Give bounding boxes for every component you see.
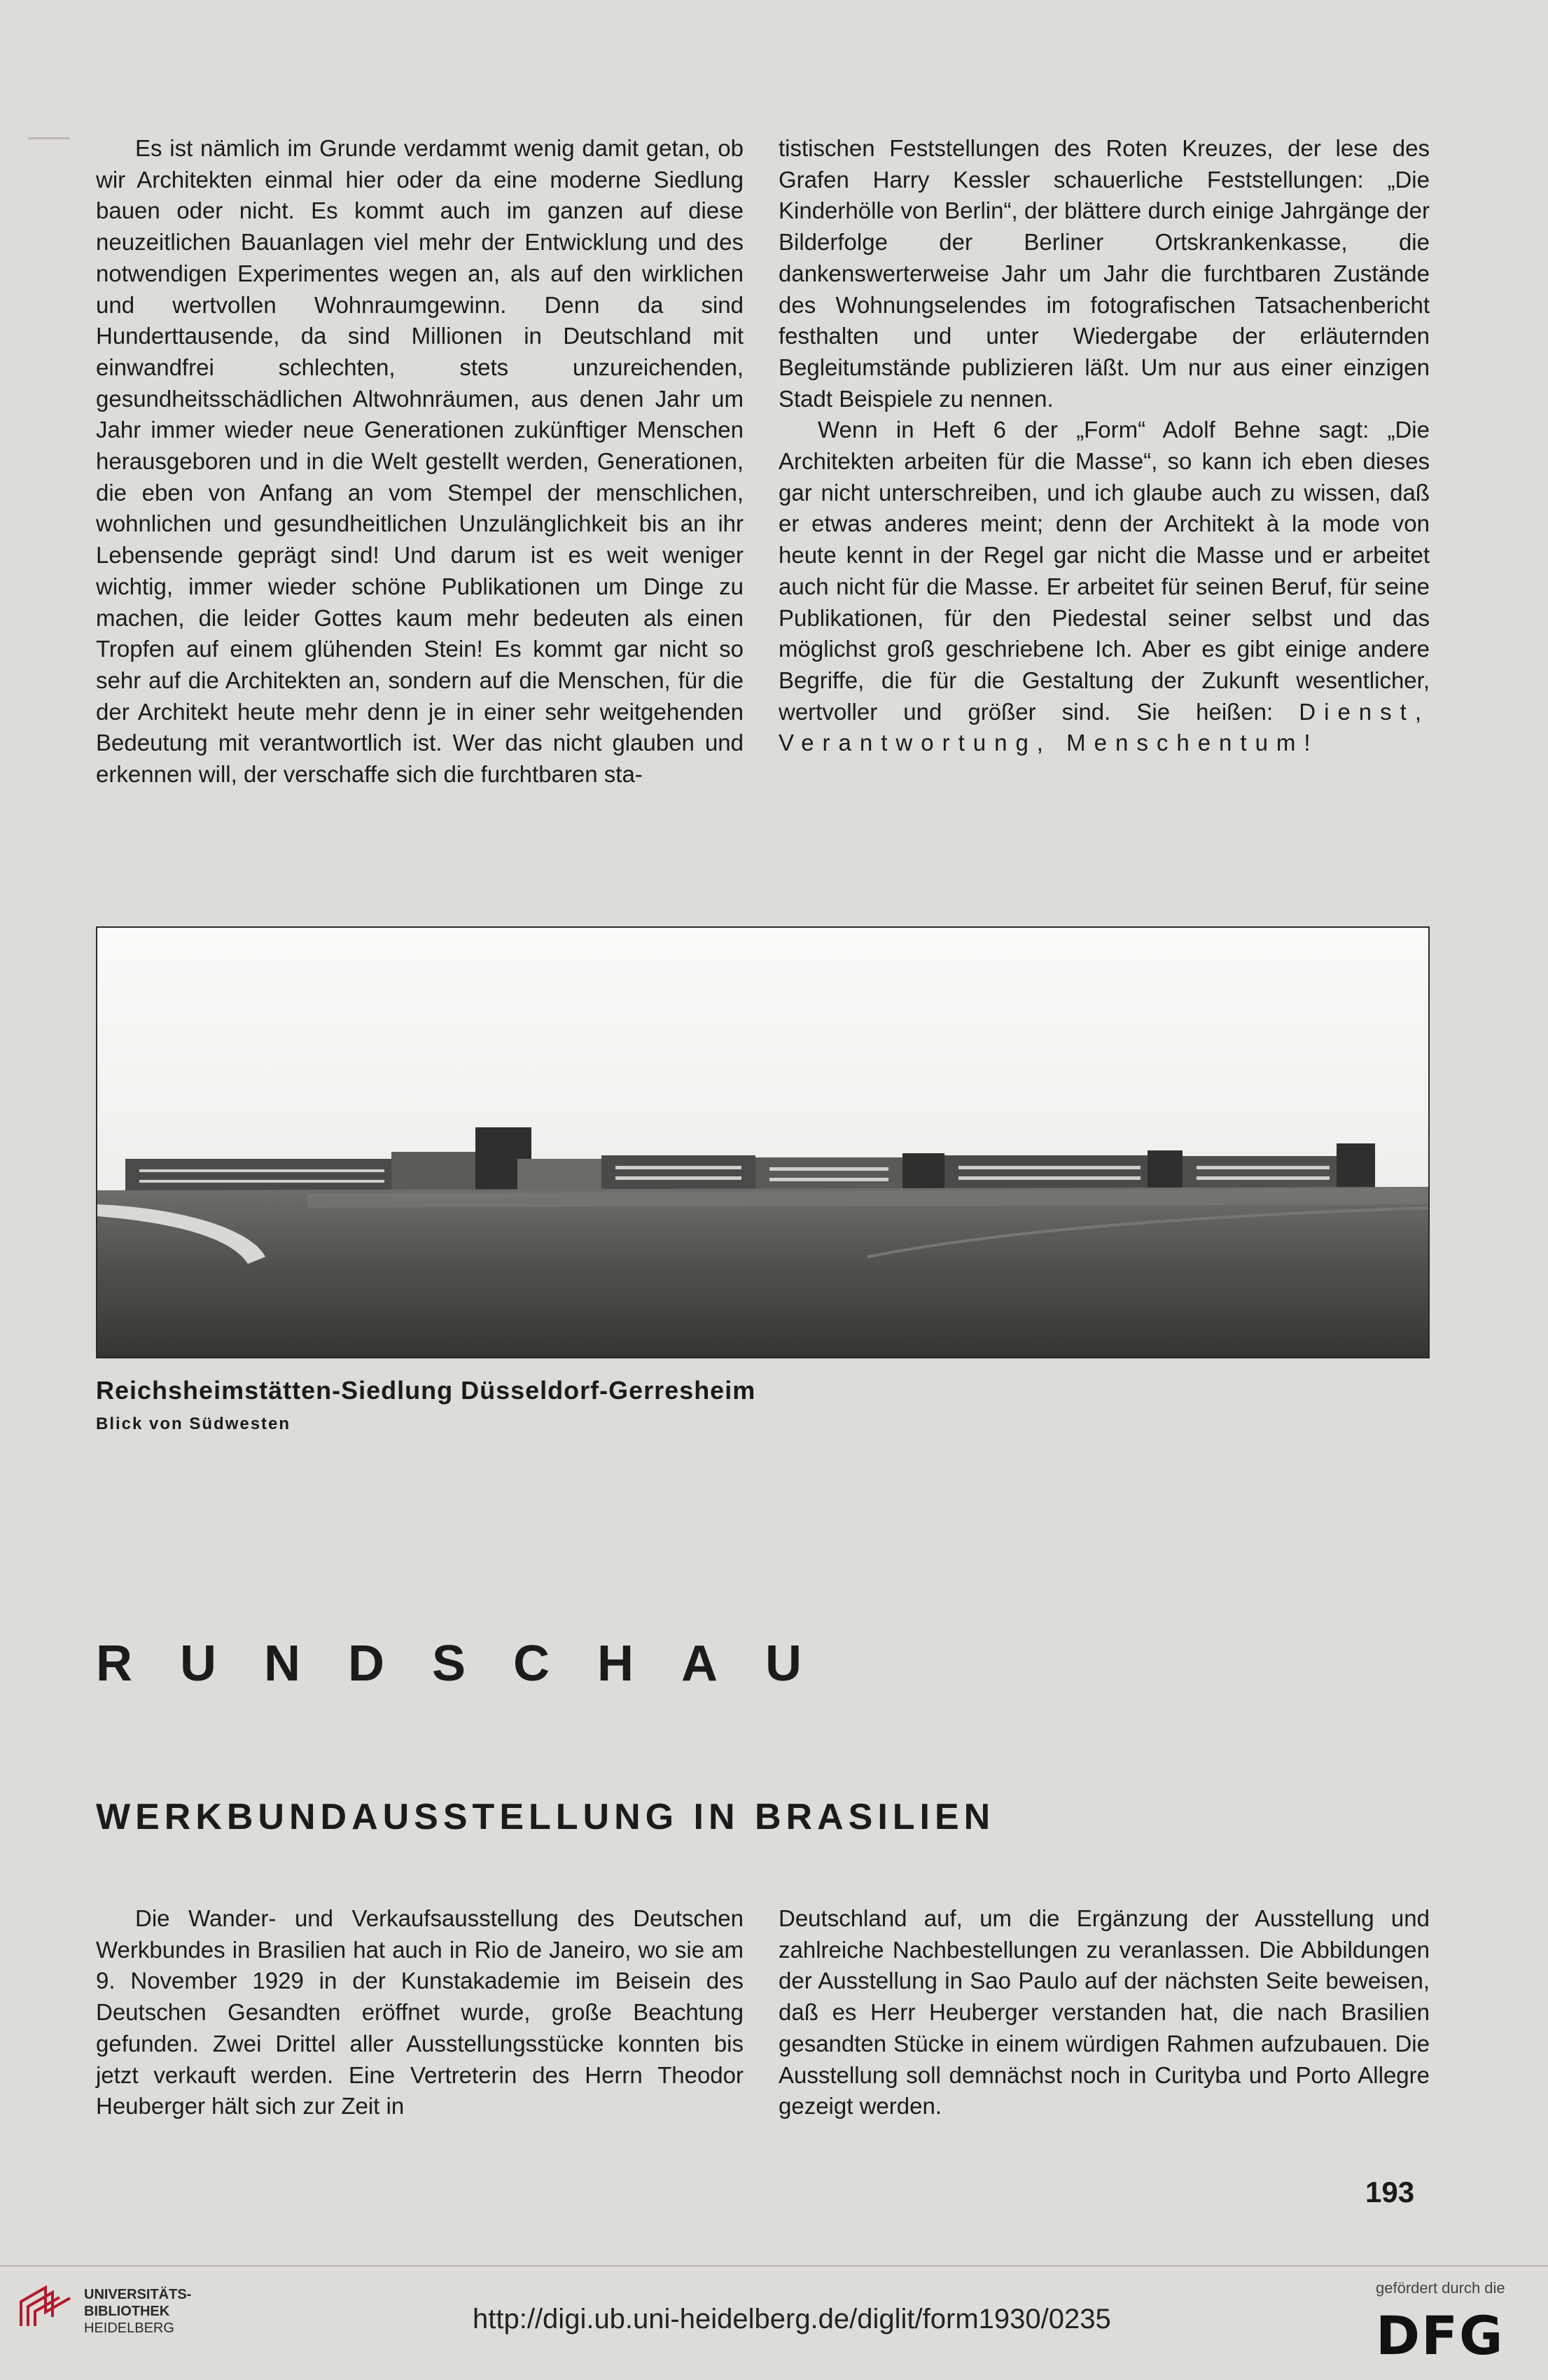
article-column-left (96, 1903, 744, 2122)
university-library-logo-icon (14, 2284, 77, 2337)
library-line: UNIVERSITÄTS- (84, 2287, 192, 2302)
paragraph (779, 415, 1430, 759)
emphasis-text: Dienst, Verantwortung, Menschentum! (779, 698, 1430, 756)
library-line: HEIDELBERG (84, 2320, 174, 2336)
footer-divider (0, 2265, 1548, 2267)
settlement-photo (96, 926, 1430, 1358)
section-heading: RUNDSCHAU (96, 1636, 849, 1692)
paragraph: tistischen Feststellungen des Roten Kreuzes, der lese des Grafen Harry Kessler schauerliche Feststellungen: „Die Kinderhölle von Berlin“, der blättere durch einige Jahrgänge der Bilderfolge der Berliner Ortskrankenkasse, die dankenswerterweise Jahr um Jahr die furchtbaren Zustände des Wohnungselendes im fotografischen Tatsachenbericht festhalten und unter Wiedergabe der erläuternden Begleitumstände publizieren läßt. Um nur aus einer einzigen Stadt Beispiele zu nennen. (779, 135, 1430, 412)
library-line: BIBLIOTHEK (84, 2304, 170, 2319)
paragraph: Deutschland auf, um die Ergänzung der Ausstellung und zahlreiche Nachbestellungen zu veranlassen. Die Abbildungen der Ausstellung in Sao Paulo auf der nächsten Seite beweisen, daß es Herr Heuberger verstanden hat, die nach Brasilien gesandten Stücke in einem würdigen Rahmen aufzubauen. Die Ausstellung soll demnächst noch in Curityba und Porto Allegre gezeigt werden. (779, 1905, 1430, 2120)
source-url-link[interactable]: http://digi.ub.uni-heidelberg.de/diglit/form1930/0235 (473, 2304, 1111, 2334)
article-title: WERKBUNDAUSSTELLUNG IN BRASILIEN (96, 1797, 996, 1837)
page-edge-mark (28, 137, 70, 139)
page-number: 193 (1365, 2176, 1415, 2208)
dfg-logo: DFG (1376, 2304, 1505, 2367)
text-column-left (96, 133, 744, 791)
funding-label: gefördert durch die (1376, 2279, 1505, 2297)
university-library-name (84, 2286, 191, 2337)
text-column-right (779, 133, 1430, 759)
photo-caption-subtitle: Blick von Südwesten (96, 1414, 291, 1433)
paragraph: Die Wander- und Verkaufsausstellung des Deutschen Werkbundes in Brasilien hat auch in Rio de Janeiro, wo sie am 9. November 1929 in der Kunstakademie im Beisein des Deutschen Gesandten eröffnet wurde, große Beachtung gefunden. Zwei Drittel aller Ausstellungsstücke konnten bis jetzt verkauft werden. Eine Vertreterin des Herrn Theodor Heuberger hält sich zur Zeit in (96, 1905, 744, 2120)
paragraph: Es ist nämlich im Grunde verdammt wenig damit getan, ob wir Architekten einmal hier oder da eine moderne Siedlung bauen oder nicht. Es kommt auch im ganzen auf diese neuzeitlichen Bauanlagen viel mehr der Entwicklung und des notwendigen Experimentes wegen an, als auf den wirklichen und wertvollen Wohnraumgewinn. Denn da sind Hunderttausende, da sind Millionen in Deutschland mit einwandfrei schlechten, stets unzureichenden, gesundheitsschädlichen Altwohnräumen, aus denen Jahr um Jahr immer wieder neue Generationen zukünftiger Menschen herausgeboren und in die Welt gestellt werden, Generationen, die eben von Anfang an vom Stempel der menschlichen, wohnlichen und gesundheitlichen Unzulänglichkeit bis an ihr Lebensende geprägt sind! Und darum ist es weit weniger wichtig, immer wieder schöne Publikationen um Dinge zu machen, die leider Gottes kaum mehr bedeuten als einen Tropfen auf einem glühenden Stein! Es kommt gar nicht so sehr auf die Architekten an, sondern auf die Menschen, für die der Architekt heute mehr denn je in einer sehr weitgehenden Bedeutung mit verantwortlich ist. Wer das nicht glauben und erkennen will, der verschaffe sich die furchtbaren sta- (96, 135, 744, 788)
paragraph-text: Wenn in Heft 6 der „Form“ Adolf Behne sagt: „Die Architekten arbeiten für die Masse“, so kann ich eben dieses gar nicht unterschreiben, und ich glaube auch zu wissen, daß er etwas anderes meint; denn der Architekt à la mode von heute kennt in der Regel gar nicht die Masse und er arbeitet auch nicht für die Masse. Er arbeitet für seinen Beruf, für seine Publikationen, für den Piedestal seiner selbst und das möglichst groß geschriebene Ich. Aber es gibt einige andere Begriffe, die für die Gestaltung der Zukunft wesentlicher, wertvoller und größer sind. Sie heißen: (779, 417, 1430, 725)
photo-caption-title: Reichsheimstätten-Siedlung Düsseldorf-Gerresheim (96, 1376, 756, 1405)
article-column-right (779, 1903, 1430, 2122)
